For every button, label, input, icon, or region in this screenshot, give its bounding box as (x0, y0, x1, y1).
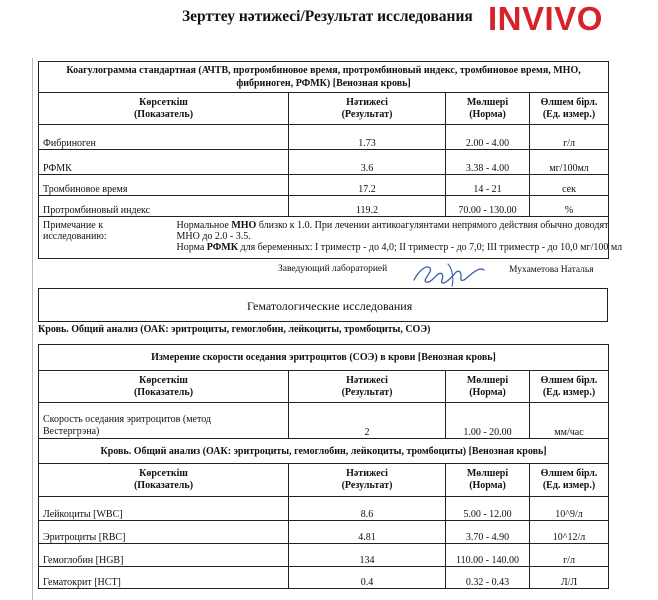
column-headers: Көрсеткіш (Показатель) Нәтижесі (Результат) Мөлшері (Норма) Өлшем бірл. (Ед. измер.) (39, 371, 609, 403)
coagulogram-section-title: Коагулограмма стандартная (АЧТВ, протромбиновое время, протромбиновый индекс, тромбиновое время, МНО, фибриноген, РФМК) [Венозная кровь] (39, 62, 609, 93)
hematology-box (38, 288, 608, 322)
signature-image (408, 258, 490, 288)
esr-section-title: Измерение скорости оседания эритроцитов (СОЭ) в крови [Венозная кровь] (39, 345, 609, 371)
column-headers: Көрсеткіш (Показатель) Нәтижесі (Результат) Мөлшері (Норма) Өлшем бірл. (Ед. измер.) (39, 93, 609, 125)
table-row: Тромбиновое время 17.2 14 - 21 сек (39, 175, 609, 196)
table-row: Скорость оседания эритроцитов (метод Вестергрэна) 2 1.00 - 20.00 мм/час (39, 403, 609, 439)
table-row: Гемоглобин [HGB] 134 110.00 - 140.00 г/л (39, 544, 609, 567)
blood-analysis-line: Кровь. Общий анализ (ОАК: эритроциты, гемоглобин, лейкоциты, тромбоциты, СОЭ) (38, 324, 431, 335)
invivo-logo: INVIVO (488, 0, 603, 37)
table-row: Фибриноген 1.73 2.00 - 4.00 г/л (39, 125, 609, 150)
head-of-lab-label: Заведующий лабораторией (278, 264, 388, 274)
note-row (39, 217, 609, 259)
table-row: Гематокрит [HCT] 0.4 0.32 - 0.43 Л/Л (39, 567, 609, 589)
column-headers: Көрсеткіш (Показатель) Нәтижесі (Результат) Мөлшері (Норма) Өлшем бірл. (Ед. измер.) (39, 464, 609, 497)
doctor-name: Мухаметова Наталья (509, 265, 594, 275)
hematology-title: Гематологические исследования (247, 299, 413, 313)
note-text: Нормальное МНО близко к 1.0. При лечении антикоагулянтами непрямого действия обычно доводят МНО до 2.0 - 3.5. Норма РФМК для беременных: I триместр - до 4,0; II триместр - до 7,0; III триместр - до 10,0 мг/100 мл (177, 217, 497, 259)
page-title: Зерттеу нәтижесі/Результат исследования (182, 8, 473, 25)
table-row: РФМК 3.6 3.38 - 4.00 мг/100мл (39, 150, 609, 175)
table-row: Эритроциты [RBC] 4.81 3.70 - 4.90 10^12/л (39, 521, 609, 544)
note-label: Примечание к исследованию: (39, 217, 289, 259)
table-row: Лейкоциты [WBC] 8.6 5.00 - 12.00 10^9/л (39, 497, 609, 521)
table-row: Протромбиновый индекс 119.2 70.00 - 130.00 % (39, 196, 609, 217)
page-edge-line (32, 58, 33, 600)
cbc-section-title: Кровь. Общий анализ (ОАК: эритроциты, гемоглобин, лейкоциты, тромбоциты) [Венозная кровь] (39, 439, 609, 464)
coagulogram-table (38, 61, 623, 259)
esr-table (38, 344, 609, 589)
